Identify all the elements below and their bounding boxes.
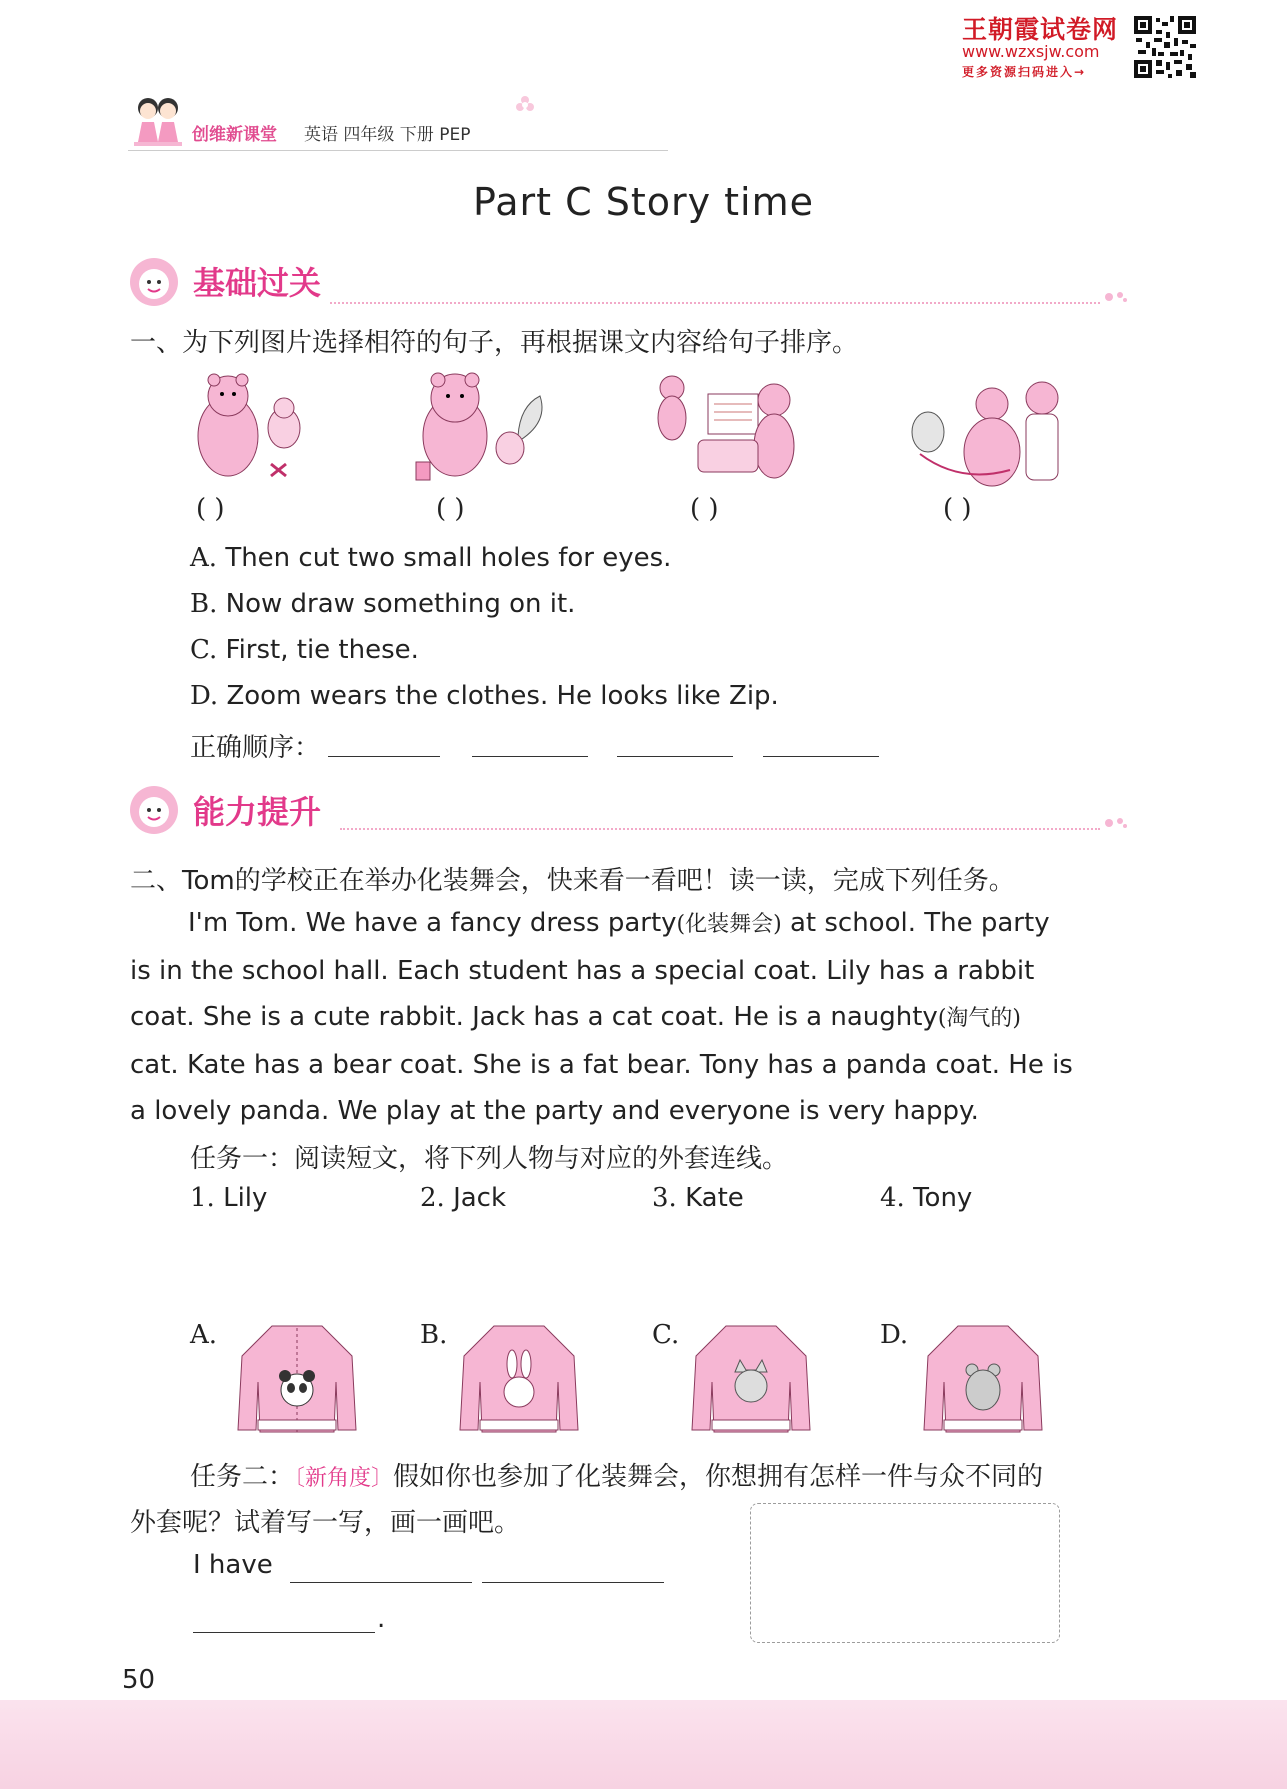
sentence-period: . [377, 1604, 386, 1634]
passage-line-3: coat. She is a cute rabbit. Jack has a cat coat. He is a naughty(淘气的) [130, 1002, 1021, 1032]
cat-coat-icon[interactable] [688, 1320, 814, 1438]
qr-code-icon[interactable] [1132, 14, 1198, 80]
order-label: 正确顺序： [190, 733, 321, 763]
write-blank-3[interactable] [193, 1632, 375, 1633]
passage-line-2: is in the school hall. Each student has a special coat. Lily has a rabbit [130, 956, 1035, 986]
write-blank-1[interactable] [290, 1582, 472, 1583]
task-2-instruction-cont: 外套呢？试着写一写，画一画吧。 [130, 1508, 521, 1538]
option-letter: B. [190, 589, 218, 619]
option-a [190, 543, 671, 573]
bear-coat-icon[interactable] [920, 1320, 1046, 1438]
option-c [190, 635, 419, 665]
girl-avatar-icon [128, 256, 180, 308]
option-letter: C. [190, 635, 218, 665]
new-angle-tag: 〔新角度〕 [294, 1466, 394, 1491]
section-divider [330, 302, 1100, 304]
person-tony[interactable]: 4. Tony [880, 1183, 973, 1213]
question-1-prompt: 一、为下列图片选择相符的句子，再根据课文内容给句子排序。 [130, 328, 859, 358]
option-text: Now draw something on it. [225, 589, 576, 619]
bear-squirrel-scissors-picture [186, 366, 316, 484]
option-text: Zoom wears the clothes. He looks like Zip. [226, 681, 779, 711]
brand-more-text: 更多资源扫码进入→ [962, 65, 1087, 79]
coat-letter-c: C. [652, 1320, 680, 1350]
person-lily[interactable]: 1. Lily [190, 1183, 268, 1213]
option-letter: D. [190, 681, 219, 711]
bear-squirrel-paint-picture [400, 366, 560, 484]
option-text: Then cut two small holes for eyes. [225, 543, 672, 573]
order-blank-4[interactable] [763, 756, 879, 757]
dots-decoration-icon [1104, 816, 1128, 830]
brand-name: 王朝霞试卷网 [962, 15, 1119, 44]
section-heading-basic: 基础过关 [193, 264, 322, 302]
page-title: Part C Story time [472, 180, 815, 224]
brand-url[interactable]: www.wzxsjw.com [962, 42, 1100, 61]
footer-bar [0, 1700, 1287, 1789]
passage-line-5: a lovely panda. We play at the party and everyone is very happy. [130, 1096, 979, 1126]
answer-paren-1[interactable]: ( ) [196, 494, 225, 524]
answer-paren-2[interactable]: ( ) [436, 494, 465, 524]
passage-line-1: I'm Tom. We have a fancy dress party(化装舞会) at school. The party [188, 908, 1050, 938]
coat-letter-d: D. [880, 1320, 909, 1350]
header-divider [128, 150, 668, 151]
flower-decoration-icon [514, 94, 536, 116]
task-1-instruction: 任务一：阅读短文，将下列人物与对应的外套连线。 [190, 1144, 789, 1174]
panda-coat-icon[interactable] [234, 1320, 360, 1438]
bears-sewing-picture [900, 374, 1068, 492]
question-2-prompt: 二、Tom的学校正在举办化装舞会，快来看一看吧！读一读，完成下列任务。 [130, 866, 1015, 896]
series-name: 创维新课堂 [192, 125, 277, 145]
book-info: 英语 四年级 下册 PEP [304, 125, 471, 145]
order-blank-1[interactable] [328, 756, 440, 757]
order-blank-2[interactable] [472, 756, 588, 757]
option-d [190, 681, 779, 711]
rabbit-coat-icon[interactable] [456, 1320, 582, 1438]
option-b [190, 589, 575, 619]
boy-avatar-icon [128, 784, 180, 836]
option-text: First, tie these. [225, 635, 419, 665]
coat-letter-b: B. [420, 1320, 448, 1350]
dots-decoration-icon [1104, 290, 1128, 304]
answer-paren-3[interactable]: ( ) [690, 494, 719, 524]
person-jack[interactable]: 2. Jack [420, 1183, 507, 1213]
coat-letter-a: A. [190, 1320, 218, 1350]
option-letter: A. [190, 543, 218, 573]
write-blank-2[interactable] [482, 1582, 664, 1583]
person-kate[interactable]: 3. Kate [652, 1183, 744, 1213]
reading-passage [130, 900, 1127, 1134]
kids-logo-icon [128, 90, 190, 152]
task-2-instruction: 任务二：〔新角度〕假如你也参加了化装舞会，你想拥有怎样一件与众不同的 [190, 1462, 1044, 1492]
drawing-box[interactable] [750, 1503, 1060, 1643]
section-divider [340, 828, 1100, 830]
page-number: 50 [122, 1665, 156, 1695]
bears-newspaper-picture [650, 370, 800, 488]
i-have-text: I have [193, 1550, 273, 1580]
passage-line-4: cat. Kate has a bear coat. She is a fat bear. Tony has a panda coat. He is [130, 1050, 1073, 1080]
order-blank-3[interactable] [617, 756, 733, 757]
section-heading-advanced: 能力提升 [193, 793, 322, 831]
answer-paren-4[interactable]: ( ) [943, 494, 972, 524]
